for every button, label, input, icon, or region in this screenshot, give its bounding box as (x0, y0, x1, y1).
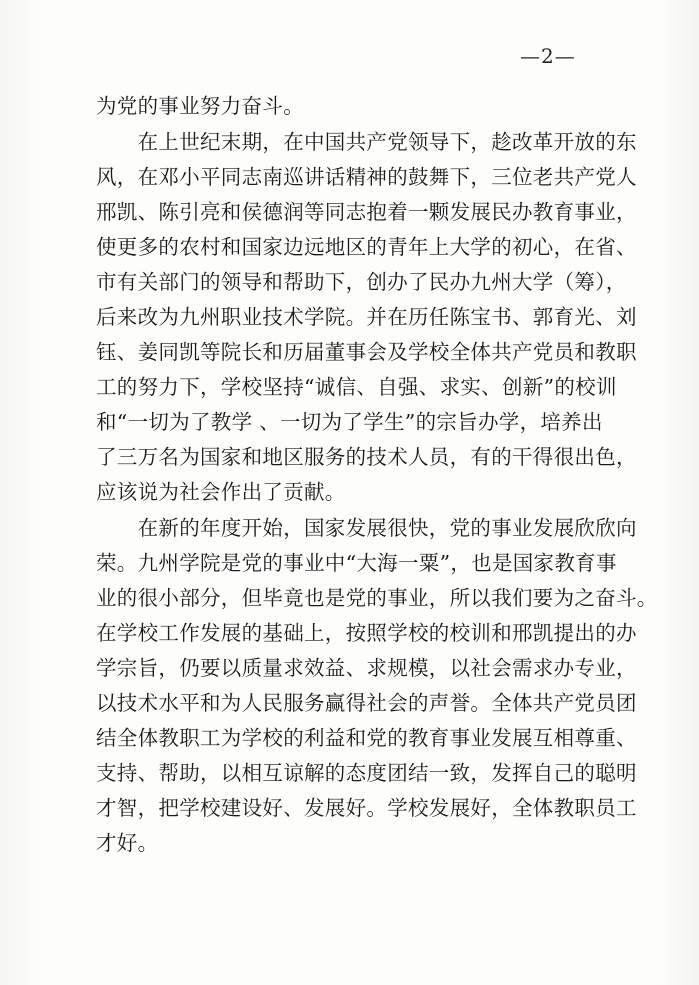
text-line: 支持、帮助，以相互谅解的态度团结一致，发挥自己的聪明 (96, 761, 637, 785)
text-line: 才好。 (96, 831, 159, 855)
text-line: 使更多的农村和国家边远地区的青年上大学的初心，在省、 (96, 235, 637, 259)
text-line: 邢凯、陈引亮和侯德润等同志抱着一颗发展民办教育事业， (96, 200, 637, 224)
text-line: 应该说为社会作出了贡献。 (96, 480, 346, 504)
text-line: 在新的年度开始，国家发展很快，党的事业发展欣欣向 (96, 516, 637, 540)
text-line: 学宗旨，仍要以质量求效益、求规模，以社会需求办专业， (96, 656, 637, 680)
text-line: 才智，把学校建设好、发展好。学校发展好，全体教职员工 (96, 796, 637, 820)
text-line: 后来改为九州职业技术学院。并在历任陈宝书、郭育光、刘 (96, 305, 637, 329)
text-line: 和“一切为了教学 、一切为了学生”的宗旨办学，培养出 (96, 410, 603, 434)
text-line: 业的很小部分，但毕竟也是党的事业，所以我们要为之奋斗。 (96, 586, 658, 610)
text-line: 以技术水平和为人民服务赢得社会的声誉。全体共产党员团 (96, 691, 637, 715)
text-line: 荣。九州学院是党的事业中“大海一粟”，也是国家教育事 (96, 551, 617, 575)
text-line: 了三万名为国家和地区服务的技术人员，有的干得很出色， (96, 445, 637, 469)
text-line: 为党的事业努力奋斗。 (96, 94, 304, 118)
text-line: 钰、姜同凯等院长和历届董事会及学校全体共产党员和教职 (96, 340, 637, 364)
text-line: 市有关部门的领导和帮助下，创办了民办九州大学（筹）， (96, 270, 627, 294)
text-line: 在学校工作发展的基础上，按照学校的校训和邢凯提出的办 (96, 621, 637, 645)
page-number: —2— (520, 44, 576, 68)
text-line: 结全体教职工为学校的利益和党的教育事业发展互相尊重、 (96, 726, 637, 750)
text-line: 风，在邓小平同志南巡讲话精神的鼓舞下，三位老共产党人 (96, 165, 637, 189)
text-line: 在上世纪末期，在中国共产党领导下，趁改革开放的东 (96, 130, 637, 154)
text-line: 工的努力下，学校坚持“诚信、自强、求实、创新”的校训 (96, 375, 617, 399)
